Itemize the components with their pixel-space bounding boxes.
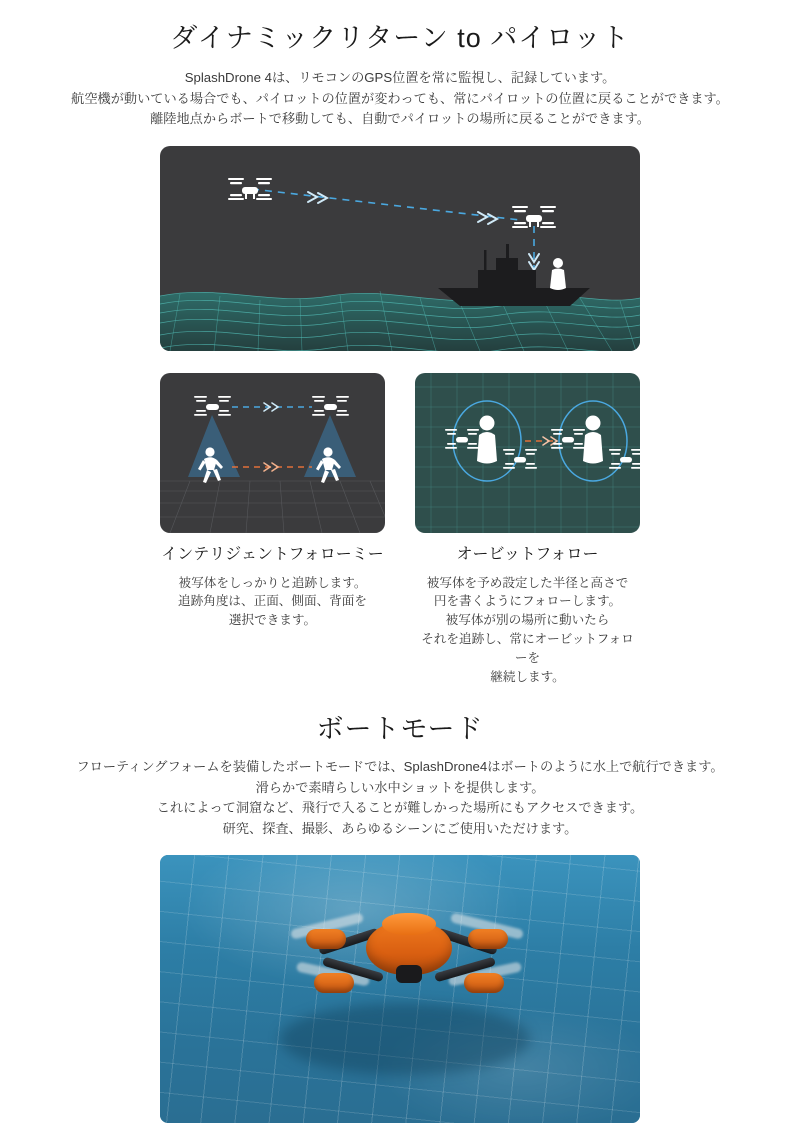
drone-icon [445,429,479,449]
intelligent-follow-title: インテリジェントフォローミー [161,545,384,563]
float-pod [464,973,504,993]
intelligent-follow-illustration [160,373,385,533]
dynamic-return-paragraph [40,68,760,129]
flight-path [252,189,534,272]
intelligent-follow-caption [160,545,385,687]
chevron-right-icon [308,192,497,224]
intelligent-follow-body [160,574,385,631]
orbit-follow-body [415,574,640,687]
boat-mode-line-2: 滑らかで素晴らしい水中ショットを提供します。 [255,779,545,795]
boat-mode-title: ボートモード [316,713,484,744]
boat-mode-line-1: フローティングフォームを装備したボートモードでは、SplashDrone4はボートのように水上で航行できます。 [76,759,724,775]
drone-camera [396,965,422,983]
drone-icon [194,396,231,416]
drone-icon [551,429,585,449]
intelligent-follow-scene [160,373,385,533]
drone-canopy [382,913,436,935]
dynamic-return-line-1: SplashDrone 4は、リモコンのGPS位置を常に監視し、記録しています。 [184,70,616,86]
person-icon [583,415,603,463]
boat-mode-photo-wrap [0,855,800,1123]
dynamic-return-illustration [160,146,640,351]
splashdrone-photo-subject [308,903,508,1023]
dynamic-return-line-2: 航空機が動いている場合でも、パイロットの位置が変わっても、常にパイロットの位置に戻ることができます。 [71,90,729,106]
follow-modes-captions [0,545,800,687]
orbit-follow-body-line-2: 円を書くようにフォローします。 [433,594,622,609]
person-icon [550,258,566,290]
orbit-follow-illustration [415,373,640,533]
boat-mode-line-4: 研究、探査、撮影、あらゆるシーンにご使用いただけます。 [222,820,578,836]
orbit-follow-body-line-5: 継続します。 [490,670,565,684]
orbit-follow-body-line-3: 被写体が別の場所に動いたら [445,613,610,628]
dynamic-return-scene [160,146,640,351]
boat-icon [438,244,590,306]
orbit-follow-scene [415,373,640,533]
float-pod [306,929,346,949]
drone-icon [609,449,640,469]
orbit-follow-body-line-4: それを追跡し、常にオービットフォローを [421,632,634,666]
follow-modes-illustrations [0,373,800,533]
orbit-follow-title: オービットフォロー [456,545,599,563]
drone-icon [228,178,272,200]
drone-icon [312,396,349,416]
intelligent-follow-body-line-2: 追跡角度は、正面、側面、背面を [178,594,367,609]
intelligent-follow-body-line-1: 被写体をしっかりと追跡します。 [178,575,367,590]
float-pod [314,973,354,993]
dynamic-return-title: ダイナミックリターン to パイロット [170,23,630,53]
hero-illustration-wrap [0,146,800,351]
boat-mode-line-3: これによって洞窟など、飛行で入ることが難しかった場所にもアクセスできます。 [156,800,644,816]
float-pod [468,929,508,949]
dynamic-return-line-3: 離陸地点からボートで移動しても、自動でパイロットの場所に戻ることができます。 [150,111,650,127]
orbit-follow-body-line-1: 被写体を予め設定した半径と高さで [426,575,629,590]
orbit-follow-caption [415,545,640,687]
person-icon [477,415,497,463]
boat-mode-photo [160,855,640,1123]
drone-icon [512,206,556,228]
boat-mode-paragraph [40,757,760,839]
intelligent-follow-body-line-3: 選択できます。 [228,613,317,628]
